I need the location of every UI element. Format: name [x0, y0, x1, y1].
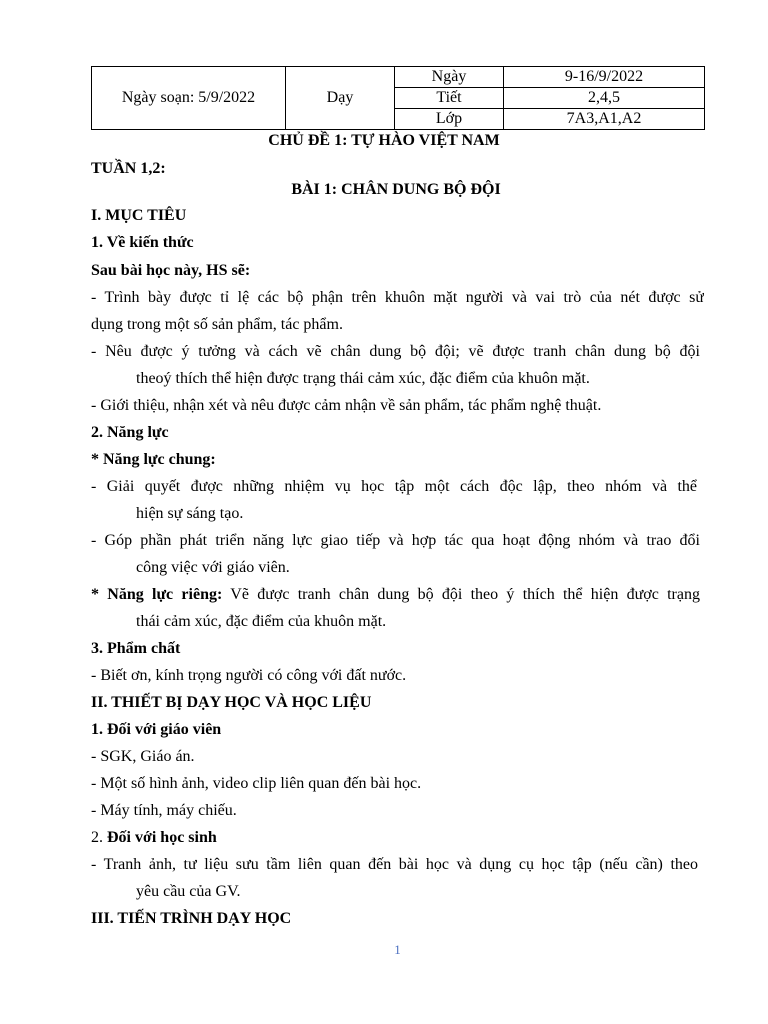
knowledge-item-1: - Trình bày được tỉ lệ các bộ phận trên khuôn mặt người và vai trò của nét được sử: [91, 289, 704, 306]
class-label-cell: Lớp: [395, 109, 504, 130]
topic-title: CHỦ ĐỀ 1: TỰ HÀO VIỆT NAM: [268, 132, 500, 149]
class-value-cell: 7A3,A1,A2: [504, 109, 705, 130]
quality-item-1: - Biết ơn, kính trọng người có công với đất nước.: [91, 667, 407, 684]
lesson-title: BÀI 1: CHÂN DUNG BỘ ĐỘI: [291, 181, 501, 198]
general-item-1-cont: hiện sự sáng tạo.: [136, 505, 244, 522]
date-value-cell: 9-16/9/2022: [504, 67, 705, 88]
general-item-2-cont: công việc với giáo viên.: [136, 559, 290, 576]
section-3-heading: III. TIẾN TRÌNH DẠY HỌC: [91, 910, 292, 927]
knowledge-item-2-cont: theoý thích thể hiện được trạng thái cảm xúc, đặc điểm của khuôn mặt.: [136, 370, 590, 387]
specific-competency-label: * Năng lực riêng:: [91, 586, 223, 603]
student-item-1: - Tranh ảnh, tư liệu sưu tầm liên quan đến bài học và dụng cụ học tập (nếu cần) theo: [91, 856, 698, 873]
period-value-cell: 2,4,5: [504, 88, 705, 109]
teacher-heading: 1. Đối với giáo viên: [91, 721, 222, 738]
section-1-heading: I. MỤC TIÊU: [91, 207, 187, 224]
period-label-cell: Tiết: [395, 88, 504, 109]
section-2-heading: II. THIẾT BỊ DẠY HỌC VÀ HỌC LIỆU: [91, 694, 372, 711]
page-number: 1: [394, 942, 401, 957]
knowledge-heading: 1. Về kiến thức: [91, 234, 194, 251]
student-heading-number: 2.: [91, 829, 107, 846]
knowledge-item-1-cont: dụng trong một số sản phẩm, tác phẩm.: [91, 316, 343, 333]
teacher-item-2: - Một số hình ảnh, video clip liên quan đến bài học.: [91, 775, 422, 792]
quality-heading: 3. Phẩm chất: [91, 640, 181, 657]
general-competency-heading: * Năng lực chung:: [91, 451, 216, 468]
competency-heading: 2. Năng lực: [91, 424, 169, 441]
general-item-1: - Giải quyết được những nhiệm vụ học tập một cách độc lập, theo nhóm và thể: [91, 478, 697, 495]
specific-competency: [91, 585, 700, 605]
knowledge-item-3: - Giới thiệu, nhận xét và nêu được cảm nhận về sản phẩm, tác phẩm nghệ thuật.: [91, 397, 602, 414]
teacher-item-1: - SGK, Giáo án.: [91, 748, 195, 765]
teacher-item-3: - Máy tính, máy chiếu.: [91, 802, 237, 819]
outcome-intro: Sau bài học này, HS sẽ:: [91, 262, 251, 279]
knowledge-item-2: - Nêu được ý tưởng và cách vẽ chân dung bộ đội; vẽ được tranh chân dung bộ đội: [91, 343, 700, 360]
student-heading-text: Đối với học sinh: [107, 829, 217, 846]
specific-competency-cont: thái cảm xúc, đặc điểm của khuôn mặt.: [136, 613, 387, 630]
lesson-info-table: [91, 66, 705, 130]
date-label-cell: Ngày: [395, 67, 504, 88]
teach-label-cell: Dạy: [286, 67, 395, 130]
student-heading: [91, 828, 217, 848]
student-item-1-cont: yêu cầu của GV.: [136, 883, 241, 900]
specific-competency-text: Vẽ được tranh chân dung bộ đội theo ý thích thể hiện được trạng: [222, 586, 700, 603]
week-label: TUẦN 1,2:: [91, 160, 166, 177]
prep-date-cell: Ngày soạn: 5/9/2022: [92, 67, 286, 130]
general-item-2: - Góp phần phát triển năng lực giao tiếp và hợp tác qua hoạt động nhóm và trao đổi: [91, 532, 700, 549]
